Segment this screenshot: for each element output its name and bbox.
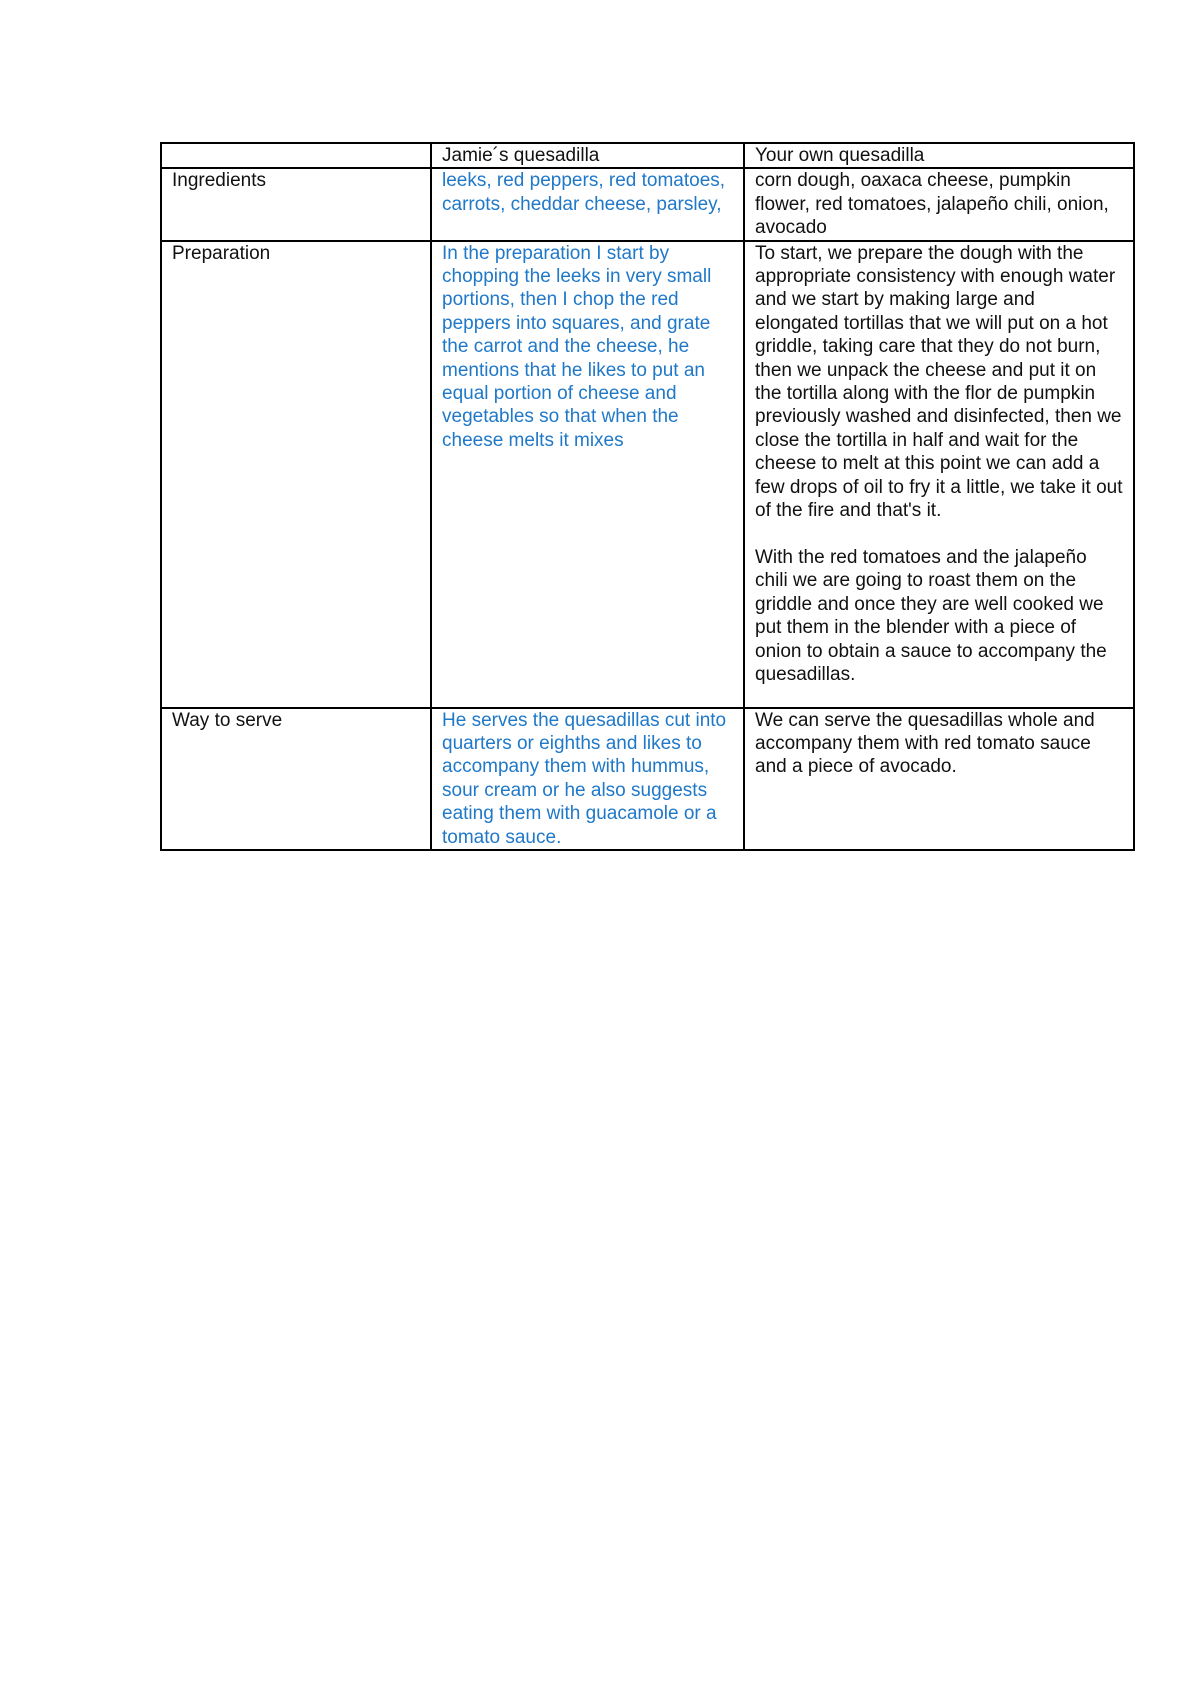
row-label-preparation: Preparation: [161, 241, 431, 708]
own-preparation-cell: To start, we prepare the dough with the appropriate consistency with enough water and we start by making large and elongated tortillas that we will put on a hot griddle, taking care that they do not burn, then we unpack the cheese and put it on the tortilla along with the flor de pumpkin previously washed and disinfected, then we close the tortilla in half and wait for the cheese to melt at this point we can add a few drops of oil to fry it a little, we take it out of the fire and that's it. With the red tomatoes and the jalapeño chili we are going to roast them on the griddle and once they are well cooked we put them in the blender with a piece of onion to obtain a sauce to accompany the quesadillas.: [744, 241, 1134, 708]
table-row: [161, 168, 1134, 240]
own-serve-cell: We can serve the quesadillas whole and accompany them with red tomato sauce and a piece of avocado.: [744, 708, 1134, 850]
row-label-ingredients: Ingredients: [161, 168, 431, 240]
header-jamie-cell: Jamie´s quesadilla: [431, 143, 744, 168]
header-own-cell: Your own quesadilla: [744, 143, 1134, 168]
row-label-way-to-serve: Way to serve: [161, 708, 431, 850]
own-ingredients-cell: corn dough, oaxaca cheese, pumpkin flower, red tomatoes, jalapeño chili, onion, avocado: [744, 168, 1134, 240]
table-row: [161, 708, 1134, 850]
table-row: [161, 241, 1134, 708]
jamie-serve-cell: He serves the quesadillas cut into quarters or eighths and likes to accompany them with hummus, sour cream or he also suggests eating them with guacamole or a tomato sauce.: [431, 708, 744, 850]
quesadilla-comparison-table: [160, 142, 1135, 851]
jamie-preparation-cell: In the preparation I start by chopping the leeks in very small portions, then I chop the red peppers into squares, and grate the carrot and the cheese, he mentions that he likes to put an equal portion of cheese and vegetables so that when the cheese melts it mixes: [431, 241, 744, 708]
table-header-row: [161, 143, 1134, 168]
jamie-ingredients-cell: leeks, red peppers, red tomatoes, carrots, cheddar cheese, parsley,: [431, 168, 744, 240]
header-corner-cell: [161, 143, 431, 168]
